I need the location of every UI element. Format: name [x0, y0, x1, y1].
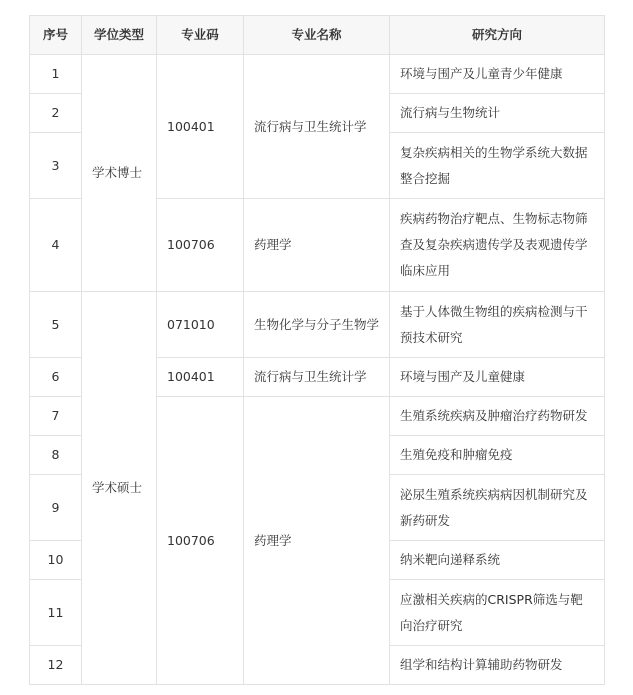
row-no: 4	[30, 199, 82, 292]
code-cell: 100706	[157, 397, 244, 685]
direction-cell: 纳米靶向递释系统	[390, 541, 605, 580]
header-major: 专业名称	[244, 16, 390, 55]
row-no: 7	[30, 397, 82, 436]
direction-cell: 流行病与生物统计	[390, 94, 605, 133]
row-no: 12	[30, 646, 82, 685]
degree-type-cell: 学术硕士	[82, 292, 157, 685]
code-cell: 100706	[157, 199, 244, 292]
row-no: 5	[30, 292, 82, 358]
header-direction: 研究方向	[390, 16, 605, 55]
table-container	[29, 15, 605, 685]
direction-cell: 疾病药物治疗靶点、生物标志物筛查及复杂疾病遗传学及表观遗传学临床应用	[390, 199, 605, 292]
table-header-row	[30, 16, 605, 55]
header-degree-type: 学位类型	[82, 16, 157, 55]
row-no: 8	[30, 436, 82, 475]
direction-cell: 应激相关疾病的CRISPR筛选与靶向治疗研究	[390, 580, 605, 646]
direction-cell: 基于人体微生物组的疾病检测与干预技术研究	[390, 292, 605, 358]
row-no: 1	[30, 55, 82, 94]
row-no: 2	[30, 94, 82, 133]
code-cell: 100401	[157, 55, 244, 199]
header-no: 序号	[30, 16, 82, 55]
table-row	[30, 292, 605, 358]
row-no: 11	[30, 580, 82, 646]
major-cell: 药理学	[244, 199, 390, 292]
program-table	[29, 15, 605, 685]
direction-cell: 生殖免疫和肿瘤免疫	[390, 436, 605, 475]
major-cell: 生物化学与分子生物学	[244, 292, 390, 358]
direction-cell: 环境与围产及儿童健康	[390, 358, 605, 397]
row-no: 6	[30, 358, 82, 397]
direction-cell: 复杂疾病相关的生物学系统大数据整合挖掘	[390, 133, 605, 199]
code-cell: 100401	[157, 358, 244, 397]
row-no: 9	[30, 475, 82, 541]
header-code: 专业码	[157, 16, 244, 55]
major-cell: 药理学	[244, 397, 390, 685]
row-no: 10	[30, 541, 82, 580]
direction-cell: 生殖系统疾病及肿瘤治疗药物研发	[390, 397, 605, 436]
major-cell: 流行病与卫生统计学	[244, 358, 390, 397]
direction-cell: 泌尿生殖系统疾病病因机制研究及新药研发	[390, 475, 605, 541]
code-cell: 071010	[157, 292, 244, 358]
direction-cell: 环境与围产及儿童青少年健康	[390, 55, 605, 94]
direction-cell: 组学和结构计算辅助药物研发	[390, 646, 605, 685]
row-no: 3	[30, 133, 82, 199]
degree-type-cell: 学术博士	[82, 55, 157, 292]
table-row	[30, 55, 605, 94]
major-cell: 流行病与卫生统计学	[244, 55, 390, 199]
